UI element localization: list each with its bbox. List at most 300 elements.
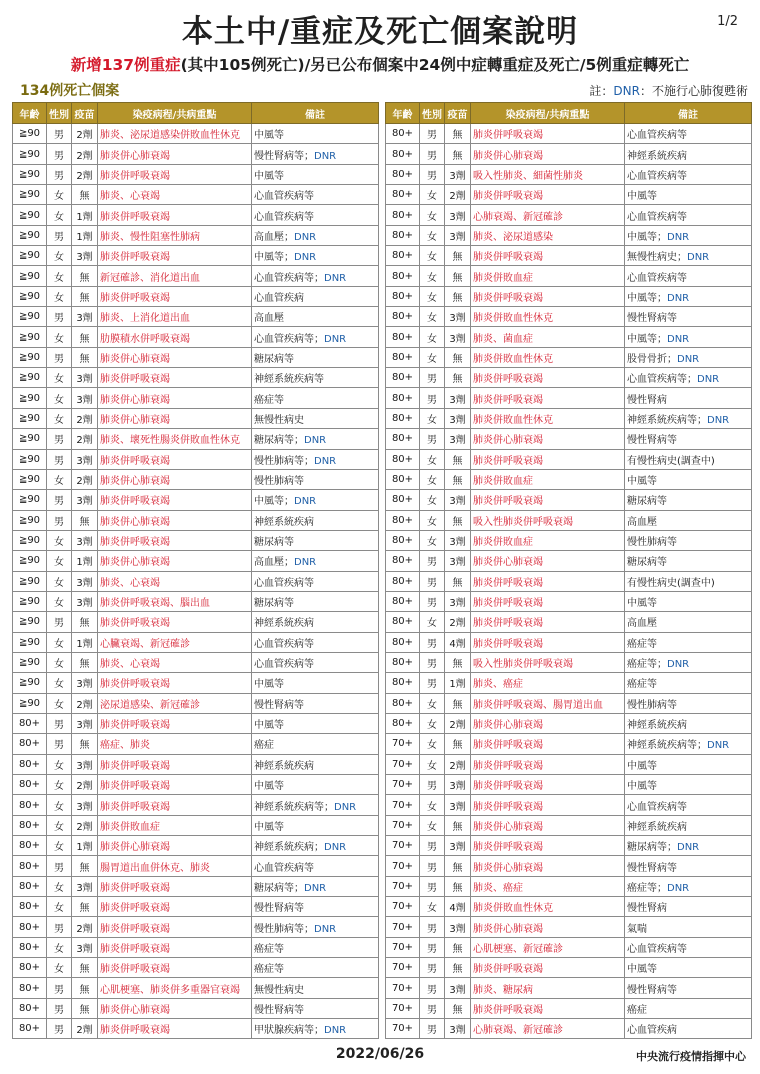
table-row bbox=[386, 327, 752, 347]
age-cell: 70+ bbox=[386, 775, 420, 795]
note-cell bbox=[625, 836, 752, 856]
table-row bbox=[13, 632, 379, 652]
illness-cell: 肺炎併呼吸衰竭 bbox=[471, 368, 625, 388]
sex-cell: 女 bbox=[420, 734, 445, 754]
vaccine-cell: 3劑 bbox=[445, 429, 471, 449]
illness-cell: 肋膜積水併呼吸衰竭 bbox=[98, 327, 252, 347]
note-text: 癌症等 bbox=[627, 638, 657, 650]
table-row bbox=[386, 429, 752, 449]
table-row bbox=[13, 734, 379, 754]
note-cell bbox=[625, 958, 752, 978]
note-cell bbox=[625, 713, 752, 733]
age-cell: 80+ bbox=[13, 1019, 47, 1039]
dnr-tag: DNR bbox=[324, 333, 347, 345]
dnr-tag: DNR bbox=[707, 740, 730, 752]
note-text: 心血管疾病等 bbox=[627, 943, 687, 955]
vaccine-cell: 3劑 bbox=[72, 530, 98, 550]
illness-cell: 肺炎併呼吸衰竭 bbox=[471, 612, 625, 632]
note-text: 中風等 bbox=[254, 679, 284, 691]
table-row bbox=[386, 591, 752, 611]
note-cell bbox=[625, 693, 752, 713]
note-text: 心血管疾病等 bbox=[254, 191, 314, 203]
age-cell: 80+ bbox=[386, 490, 420, 510]
note-text: 慢性肺病等 bbox=[254, 476, 304, 488]
vaccine-cell: 無 bbox=[445, 652, 471, 672]
dnr-tag: DNR bbox=[324, 1025, 347, 1037]
vaccine-cell: 無 bbox=[445, 246, 471, 266]
table-row bbox=[386, 897, 752, 917]
column-header: 性別 bbox=[47, 103, 72, 124]
vaccine-cell: 3劑 bbox=[445, 490, 471, 510]
note-text: 慢性腎病 bbox=[627, 903, 667, 915]
table-row bbox=[386, 876, 752, 896]
table-row bbox=[386, 673, 752, 693]
note-cell bbox=[252, 775, 379, 795]
note-text: 神經系統疾病 bbox=[627, 821, 687, 833]
illness-cell: 肺炎併呼吸衰竭 bbox=[471, 571, 625, 591]
age-cell: 70+ bbox=[386, 876, 420, 896]
note-cell bbox=[252, 734, 379, 754]
age-cell: 80+ bbox=[386, 286, 420, 306]
sex-cell: 女 bbox=[47, 937, 72, 957]
age-cell: 80+ bbox=[386, 368, 420, 388]
sex-cell: 男 bbox=[420, 164, 445, 184]
age-cell: ≧90 bbox=[13, 327, 47, 347]
illness-cell: 肺炎、壞死性腸炎併敗血性休克 bbox=[98, 429, 252, 449]
age-cell: 70+ bbox=[386, 1019, 420, 1039]
table-row bbox=[386, 266, 752, 286]
table-row bbox=[386, 449, 752, 469]
note-cell bbox=[625, 408, 752, 428]
table-row bbox=[13, 388, 379, 408]
dnr-tag: DNR bbox=[314, 923, 337, 935]
age-cell: 80+ bbox=[13, 795, 47, 815]
vaccine-cell: 無 bbox=[72, 958, 98, 978]
note-cell bbox=[252, 876, 379, 896]
age-cell: ≧90 bbox=[13, 388, 47, 408]
illness-cell: 吸入性肺炎併呼吸衰竭 bbox=[471, 510, 625, 530]
note-text: 心血管疾病等 bbox=[627, 130, 687, 142]
illness-cell: 肺炎併呼吸衰竭、腸胃道出血 bbox=[471, 693, 625, 713]
vaccine-cell: 3劑 bbox=[72, 368, 98, 388]
table-row bbox=[13, 469, 379, 489]
vaccine-cell: 無 bbox=[445, 368, 471, 388]
age-cell: 70+ bbox=[386, 937, 420, 957]
table-row bbox=[386, 551, 752, 571]
sex-cell: 女 bbox=[47, 795, 72, 815]
illness-cell: 肺炎併呼吸衰竭 bbox=[471, 958, 625, 978]
sex-cell: 女 bbox=[420, 205, 445, 225]
note-cell bbox=[252, 368, 379, 388]
note-text: 糖尿病等 bbox=[254, 598, 294, 610]
illness-cell: 肺炎併心肺衰竭 bbox=[471, 815, 625, 835]
age-cell: 80+ bbox=[13, 937, 47, 957]
age-cell: 80+ bbox=[13, 876, 47, 896]
note-text: 癌症等 bbox=[254, 964, 284, 976]
illness-cell: 肺炎、癌症 bbox=[471, 876, 625, 896]
column-header: 年齡 bbox=[13, 103, 47, 124]
note-cell bbox=[625, 368, 752, 388]
table-row bbox=[13, 815, 379, 835]
note-text: 神經系統疾病等 bbox=[254, 374, 324, 386]
note-text: 中風等 bbox=[627, 598, 657, 610]
note-cell bbox=[252, 978, 379, 998]
note-cell bbox=[625, 754, 752, 774]
sex-cell: 女 bbox=[47, 754, 72, 774]
sex-cell: 男 bbox=[420, 591, 445, 611]
table-row bbox=[386, 632, 752, 652]
vaccine-cell: 3劑 bbox=[445, 164, 471, 184]
note-cell bbox=[625, 225, 752, 245]
note-cell bbox=[625, 775, 752, 795]
vaccine-cell: 3劑 bbox=[72, 713, 98, 733]
note-text: 無慢性病史； bbox=[627, 252, 687, 264]
vaccine-cell: 2劑 bbox=[445, 185, 471, 205]
vaccine-cell: 無 bbox=[445, 998, 471, 1018]
vaccine-cell: 2劑 bbox=[72, 164, 98, 184]
age-cell: 70+ bbox=[386, 795, 420, 815]
table-row bbox=[386, 185, 752, 205]
vaccine-cell: 2劑 bbox=[72, 408, 98, 428]
table-row bbox=[13, 205, 379, 225]
illness-cell: 肺炎併呼吸衰竭 bbox=[471, 775, 625, 795]
illness-cell: 肺炎併心肺衰竭 bbox=[471, 144, 625, 164]
sex-cell: 女 bbox=[47, 368, 72, 388]
note-cell bbox=[252, 246, 379, 266]
table-row bbox=[13, 713, 379, 733]
age-cell: 70+ bbox=[386, 754, 420, 774]
note-cell bbox=[625, 530, 752, 550]
sex-cell: 女 bbox=[47, 632, 72, 652]
illness-cell: 肺炎併呼吸衰竭 bbox=[98, 897, 252, 917]
sex-cell: 女 bbox=[47, 652, 72, 672]
sex-cell: 女 bbox=[420, 713, 445, 733]
sex-cell: 女 bbox=[420, 897, 445, 917]
sex-cell: 男 bbox=[47, 225, 72, 245]
note-cell bbox=[252, 266, 379, 286]
note-text: 癌症等； bbox=[627, 882, 667, 894]
illness-cell: 肺炎併心肺衰竭 bbox=[98, 144, 252, 164]
illness-cell: 肺炎併心肺衰竭 bbox=[98, 408, 252, 428]
illness-cell: 肺炎併敗血性休克 bbox=[471, 307, 625, 327]
note-text: 中風等 bbox=[627, 476, 657, 488]
table-row bbox=[386, 286, 752, 306]
note-cell bbox=[625, 937, 752, 957]
vaccine-cell: 2劑 bbox=[72, 429, 98, 449]
vaccine-cell: 無 bbox=[445, 937, 471, 957]
sex-cell: 女 bbox=[420, 490, 445, 510]
sex-cell: 女 bbox=[420, 815, 445, 835]
age-cell: ≧90 bbox=[13, 530, 47, 550]
age-cell: 80+ bbox=[386, 612, 420, 632]
dnr-note-prefix: 註： bbox=[589, 84, 614, 98]
table-row bbox=[13, 693, 379, 713]
note-text: 中風等 bbox=[627, 760, 657, 772]
illness-cell: 肺炎併心肺衰竭 bbox=[98, 388, 252, 408]
sex-cell: 女 bbox=[420, 347, 445, 367]
note-cell bbox=[625, 185, 752, 205]
note-cell bbox=[252, 164, 379, 184]
sex-cell: 女 bbox=[420, 449, 445, 469]
vaccine-cell: 3劑 bbox=[445, 307, 471, 327]
dnr-tag: DNR bbox=[294, 557, 317, 569]
sex-cell: 男 bbox=[47, 612, 72, 632]
note-cell bbox=[625, 734, 752, 754]
vaccine-cell: 無 bbox=[72, 327, 98, 347]
note-cell bbox=[625, 286, 752, 306]
table-row bbox=[13, 1019, 379, 1039]
table-row bbox=[13, 917, 379, 937]
vaccine-cell: 無 bbox=[445, 734, 471, 754]
sex-cell: 女 bbox=[420, 693, 445, 713]
vaccine-cell: 無 bbox=[72, 510, 98, 530]
sex-cell: 女 bbox=[47, 408, 72, 428]
sex-cell: 男 bbox=[47, 164, 72, 184]
note-cell bbox=[625, 917, 752, 937]
age-cell: 80+ bbox=[386, 632, 420, 652]
illness-cell: 心肌梗塞、新冠確診 bbox=[471, 937, 625, 957]
note-text: 慢性肺病等 bbox=[627, 699, 677, 711]
note-cell bbox=[252, 144, 379, 164]
illness-cell: 肺炎併心肺衰竭 bbox=[98, 347, 252, 367]
vaccine-cell: 3劑 bbox=[72, 937, 98, 957]
note-cell bbox=[625, 429, 752, 449]
vaccine-cell: 3劑 bbox=[445, 917, 471, 937]
sex-cell: 男 bbox=[420, 632, 445, 652]
vaccine-cell: 無 bbox=[72, 856, 98, 876]
illness-cell: 肺炎併呼吸衰竭 bbox=[471, 836, 625, 856]
note-text: 有慢性病史(調查中) bbox=[627, 455, 715, 467]
sex-cell: 男 bbox=[47, 1019, 72, 1039]
vaccine-cell: 無 bbox=[72, 652, 98, 672]
age-cell: 80+ bbox=[386, 652, 420, 672]
vaccine-cell: 3劑 bbox=[445, 551, 471, 571]
vaccine-cell: 1劑 bbox=[72, 551, 98, 571]
table-row bbox=[13, 591, 379, 611]
note-text: 慢性腎病等 bbox=[254, 1004, 304, 1016]
vaccine-cell: 無 bbox=[445, 144, 471, 164]
illness-cell: 肺炎併心肺衰竭 bbox=[98, 510, 252, 530]
vaccine-cell: 3劑 bbox=[445, 205, 471, 225]
age-cell: 80+ bbox=[13, 713, 47, 733]
table-row bbox=[386, 408, 752, 428]
vaccine-cell: 3劑 bbox=[72, 591, 98, 611]
illness-cell: 肺炎併呼吸衰竭 bbox=[98, 490, 252, 510]
illness-cell: 肺炎併呼吸衰竭 bbox=[98, 368, 252, 388]
case-table-right bbox=[385, 102, 752, 1039]
table-row bbox=[386, 775, 752, 795]
vaccine-cell: 3劑 bbox=[72, 673, 98, 693]
age-cell: 80+ bbox=[386, 327, 420, 347]
note-text: 中風等； bbox=[627, 292, 667, 304]
illness-cell: 肺炎併呼吸衰竭 bbox=[471, 734, 625, 754]
sex-cell: 男 bbox=[420, 836, 445, 856]
table-row bbox=[13, 836, 379, 856]
note-text: 慢性腎病等； bbox=[254, 150, 314, 162]
vaccine-cell: 無 bbox=[445, 693, 471, 713]
note-cell bbox=[252, 693, 379, 713]
note-text: 慢性腎病等 bbox=[627, 435, 677, 447]
subtitle-severe-count: 新增137例重症 bbox=[70, 56, 181, 74]
illness-cell: 肺炎併敗血症 bbox=[471, 266, 625, 286]
note-cell bbox=[252, 530, 379, 550]
sex-cell: 男 bbox=[420, 388, 445, 408]
note-text: 神經系統疾病等； bbox=[627, 414, 707, 426]
note-cell bbox=[252, 124, 379, 144]
note-text: 氣喘 bbox=[627, 923, 647, 935]
age-cell: 70+ bbox=[386, 836, 420, 856]
note-text: 慢性肺病等 bbox=[627, 537, 677, 549]
sex-cell: 女 bbox=[47, 205, 72, 225]
sex-cell: 男 bbox=[420, 937, 445, 957]
note-cell bbox=[625, 591, 752, 611]
note-text: 神經系統疾病等； bbox=[254, 801, 334, 813]
illness-cell: 肺炎併呼吸衰竭 bbox=[471, 795, 625, 815]
vaccine-cell: 無 bbox=[445, 347, 471, 367]
note-cell bbox=[252, 449, 379, 469]
sex-cell: 女 bbox=[47, 327, 72, 347]
age-cell: 80+ bbox=[13, 836, 47, 856]
age-cell: 80+ bbox=[386, 164, 420, 184]
table-row bbox=[13, 530, 379, 550]
note-text: 中風等 bbox=[254, 130, 284, 142]
sex-cell: 男 bbox=[47, 144, 72, 164]
age-cell: 80+ bbox=[386, 307, 420, 327]
illness-cell: 肺炎、癌症 bbox=[471, 673, 625, 693]
note-cell bbox=[625, 673, 752, 693]
vaccine-cell: 2劑 bbox=[72, 144, 98, 164]
vaccine-cell: 無 bbox=[445, 266, 471, 286]
note-text: 心血管疾病等 bbox=[627, 801, 687, 813]
sex-cell: 女 bbox=[47, 266, 72, 286]
illness-cell: 肺炎併心肺衰竭 bbox=[98, 836, 252, 856]
note-text: 中風等 bbox=[254, 781, 284, 793]
vaccine-cell: 3劑 bbox=[72, 307, 98, 327]
age-cell: ≧90 bbox=[13, 693, 47, 713]
sex-cell: 女 bbox=[47, 551, 72, 571]
case-table-left-body bbox=[13, 124, 379, 1039]
age-cell: 80+ bbox=[386, 713, 420, 733]
table-row bbox=[386, 713, 752, 733]
note-text: 心血管疾病等 bbox=[254, 577, 314, 589]
sex-cell: 女 bbox=[420, 754, 445, 774]
note-cell bbox=[625, 897, 752, 917]
sex-cell: 女 bbox=[420, 185, 445, 205]
age-cell: 80+ bbox=[386, 429, 420, 449]
table-row bbox=[386, 510, 752, 530]
sex-cell: 女 bbox=[420, 307, 445, 327]
age-cell: ≧90 bbox=[13, 144, 47, 164]
table-row bbox=[386, 815, 752, 835]
note-cell bbox=[252, 327, 379, 347]
note-cell bbox=[625, 795, 752, 815]
age-cell: ≧90 bbox=[13, 673, 47, 693]
dnr-tag: DNR bbox=[324, 272, 347, 284]
age-cell: ≧90 bbox=[13, 632, 47, 652]
table-row bbox=[386, 998, 752, 1018]
table-row bbox=[386, 124, 752, 144]
vaccine-cell: 2劑 bbox=[445, 713, 471, 733]
table-row bbox=[13, 876, 379, 896]
sex-cell: 女 bbox=[420, 530, 445, 550]
table-row bbox=[13, 307, 379, 327]
note-text: 心血管疾病等 bbox=[627, 272, 687, 284]
sex-cell: 女 bbox=[47, 185, 72, 205]
age-cell: ≧90 bbox=[13, 286, 47, 306]
table-row bbox=[13, 124, 379, 144]
note-text: 高血壓 bbox=[254, 313, 284, 325]
table-row bbox=[386, 836, 752, 856]
note-text: 中風等 bbox=[627, 781, 657, 793]
table-row bbox=[13, 673, 379, 693]
sex-cell: 女 bbox=[47, 876, 72, 896]
sex-cell: 女 bbox=[420, 408, 445, 428]
table-row bbox=[13, 327, 379, 347]
illness-cell: 肺炎併呼吸衰竭 bbox=[98, 246, 252, 266]
illness-cell: 肺炎、心衰竭 bbox=[98, 185, 252, 205]
table-row bbox=[13, 449, 379, 469]
vaccine-cell: 無 bbox=[445, 815, 471, 835]
illness-cell: 肺炎併呼吸衰竭 bbox=[98, 1019, 252, 1039]
age-cell: ≧90 bbox=[13, 469, 47, 489]
sex-cell: 男 bbox=[47, 429, 72, 449]
illness-cell: 肺炎併敗血性休克 bbox=[471, 897, 625, 917]
table-row bbox=[386, 978, 752, 998]
age-cell: 80+ bbox=[13, 998, 47, 1018]
vaccine-cell: 3劑 bbox=[445, 775, 471, 795]
vaccine-cell: 3劑 bbox=[72, 246, 98, 266]
table-row bbox=[386, 958, 752, 978]
note-cell bbox=[252, 998, 379, 1018]
note-text: 心血管疾病等； bbox=[627, 374, 697, 386]
note-text: 心血管疾病 bbox=[254, 292, 304, 304]
dnr-tag: DNR bbox=[697, 374, 720, 386]
age-cell: 80+ bbox=[386, 449, 420, 469]
age-cell: ≧90 bbox=[13, 551, 47, 571]
note-text: 癌症等 bbox=[254, 943, 284, 955]
illness-cell: 吸入性肺炎、細菌性肺炎 bbox=[471, 164, 625, 184]
vaccine-cell: 3劑 bbox=[445, 408, 471, 428]
vaccine-cell: 無 bbox=[72, 185, 98, 205]
illness-cell: 泌尿道感染、新冠確診 bbox=[98, 693, 252, 713]
illness-cell: 肺炎、心衰竭 bbox=[98, 571, 252, 591]
note-text: 慢性腎病等 bbox=[254, 699, 304, 711]
table-row bbox=[386, 307, 752, 327]
vaccine-cell: 1劑 bbox=[72, 205, 98, 225]
illness-cell: 癌症、肺炎 bbox=[98, 734, 252, 754]
vaccine-cell: 無 bbox=[72, 897, 98, 917]
note-cell bbox=[625, 205, 752, 225]
age-cell: 80+ bbox=[386, 144, 420, 164]
age-cell: 80+ bbox=[13, 978, 47, 998]
vaccine-cell: 3劑 bbox=[72, 490, 98, 510]
note-text: 無慢性病史 bbox=[254, 984, 304, 996]
note-text: 無慢性病史 bbox=[254, 414, 304, 426]
vaccine-cell: 無 bbox=[72, 286, 98, 306]
table-row bbox=[386, 388, 752, 408]
age-cell: ≧90 bbox=[13, 307, 47, 327]
note-cell bbox=[625, 978, 752, 998]
note-cell bbox=[252, 937, 379, 957]
sex-cell: 男 bbox=[420, 876, 445, 896]
age-cell: 80+ bbox=[13, 734, 47, 754]
sex-cell: 女 bbox=[420, 225, 445, 245]
vaccine-cell: 3劑 bbox=[445, 795, 471, 815]
note-cell bbox=[625, 652, 752, 672]
sex-cell: 女 bbox=[47, 815, 72, 835]
note-cell bbox=[252, 225, 379, 245]
note-cell bbox=[252, 205, 379, 225]
